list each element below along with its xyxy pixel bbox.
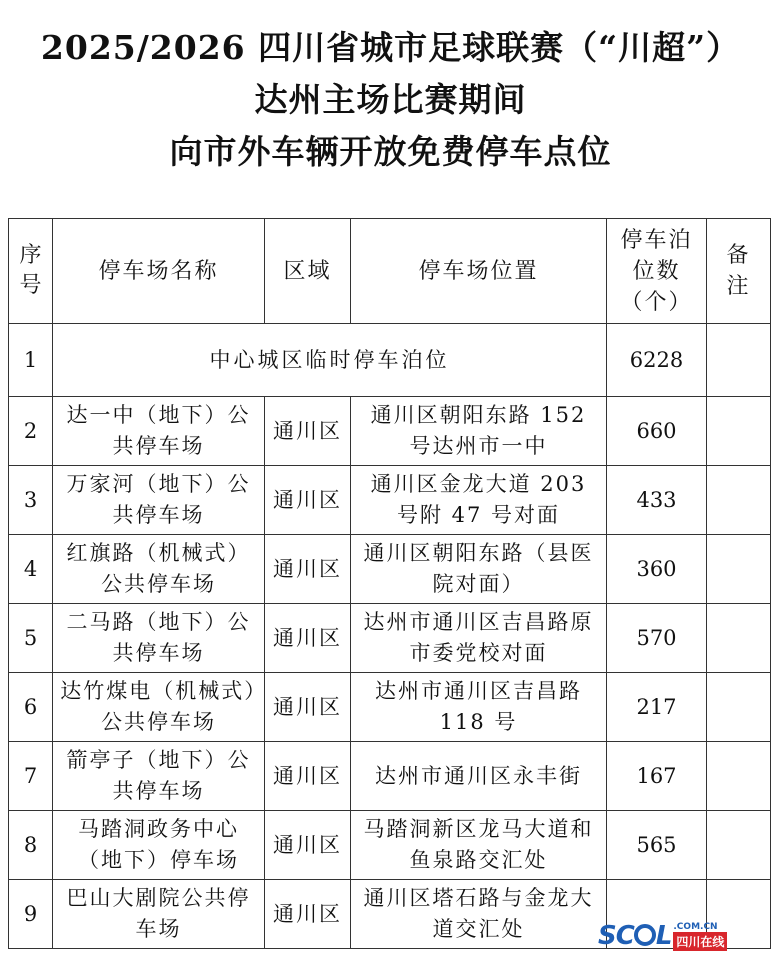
cell-area: 通川区: [265, 604, 351, 673]
ring-icon: [634, 924, 656, 946]
watermark-name: 四川在线: [673, 932, 727, 951]
cell-location: 通川区塔石路与金龙大道交汇处: [351, 880, 607, 949]
cell-note: [707, 811, 771, 880]
cell-note: [707, 673, 771, 742]
watermark-logo-suffix: L: [655, 921, 672, 951]
cell-spaces: 433: [607, 466, 707, 535]
cell-location: 通川区朝阳东路 152 号达州市一中: [351, 397, 607, 466]
cell-spaces: 217: [607, 673, 707, 742]
cell-location: 马踏洞新区龙马大道和鱼泉路交汇处: [351, 811, 607, 880]
table-row: [9, 397, 771, 466]
table-row: [9, 324, 771, 397]
cell-spaces: 660: [607, 397, 707, 466]
cell-name: 中心城区临时停车泊位: [53, 324, 607, 397]
cell-area: 通川区: [265, 535, 351, 604]
cell-spaces: 6228: [607, 324, 707, 397]
cell-location: 达州市通川区吉昌路原市委党校对面: [351, 604, 607, 673]
document-title: [0, 22, 781, 178]
cell-name: 万家河（地下）公共停车场: [53, 466, 265, 535]
title-line-1: 2025/2026 四川省城市足球联赛（“川超”）: [40, 28, 741, 67]
cell-no: 8: [9, 811, 53, 880]
cell-name: 二马路（地下）公共停车场: [53, 604, 265, 673]
cell-spaces: 565: [607, 811, 707, 880]
cell-no: 2: [9, 397, 53, 466]
cell-location: 达州市通川区永丰街: [351, 742, 607, 811]
header-location: 停车场位置: [351, 219, 607, 324]
cell-name: 红旗路（机械式）公共停车场: [53, 535, 265, 604]
table-header-row: [9, 219, 771, 324]
cell-note: [707, 397, 771, 466]
table-row: [9, 604, 771, 673]
table-row: [9, 811, 771, 880]
cell-area: 通川区: [265, 397, 351, 466]
cell-no: 1: [9, 324, 53, 397]
cell-spaces: 360: [607, 535, 707, 604]
cell-no: 4: [9, 535, 53, 604]
table-row: [9, 673, 771, 742]
table-row: [9, 742, 771, 811]
watermark-logo: [598, 921, 671, 951]
cell-location: 通川区朝阳东路（县医院对面）: [351, 535, 607, 604]
title-line-3: 向市外车辆开放免费停车点位: [169, 132, 612, 171]
cell-name: 马踏洞政务中心（地下）停车场: [53, 811, 265, 880]
header-note: 备注: [707, 219, 771, 324]
cell-area: 通川区: [265, 466, 351, 535]
cell-name: 巴山大剧院公共停车场: [53, 880, 265, 949]
cell-note: [707, 742, 771, 811]
cell-name: 达一中（地下）公共停车场: [53, 397, 265, 466]
cell-area: 通川区: [265, 742, 351, 811]
cell-note: [707, 604, 771, 673]
cell-area: 通川区: [265, 811, 351, 880]
header-no: 序号: [9, 219, 53, 324]
cell-note: [707, 324, 771, 397]
cell-area: 通川区: [265, 880, 351, 949]
cell-name: 达竹煤电（机械式）公共停车场: [53, 673, 265, 742]
cell-no: 9: [9, 880, 53, 949]
cell-spaces: 167: [607, 742, 707, 811]
cell-no: 7: [9, 742, 53, 811]
cell-spaces: 570: [607, 604, 707, 673]
cell-no: 6: [9, 673, 53, 742]
cell-note: [707, 535, 771, 604]
cell-no: 5: [9, 604, 53, 673]
cell-name: 箭亭子（地下）公共停车场: [53, 742, 265, 811]
scol-watermark: [598, 916, 758, 956]
header-spaces: 停车泊位数（个）: [607, 219, 707, 324]
cell-area: 通川区: [265, 673, 351, 742]
cell-note: [707, 466, 771, 535]
header-area: 区域: [265, 219, 351, 324]
cell-location: 达州市通川区吉昌路 118 号: [351, 673, 607, 742]
watermark-side: [673, 922, 727, 951]
table-row: [9, 466, 771, 535]
cell-location: 通川区金龙大道 203 号附 47 号对面: [351, 466, 607, 535]
watermark-domain: .COM.CN: [673, 921, 718, 932]
parking-table: [8, 218, 771, 949]
cell-no: 3: [9, 466, 53, 535]
title-line-2: 达州主场比赛期间: [254, 80, 527, 119]
header-name: 停车场名称: [53, 219, 265, 324]
watermark-logo-prefix: SC: [598, 921, 634, 951]
table-row: [9, 535, 771, 604]
